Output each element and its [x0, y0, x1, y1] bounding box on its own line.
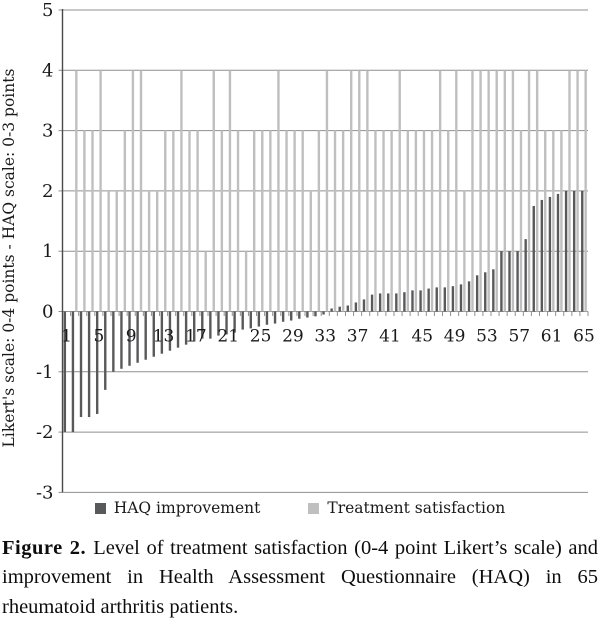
legend-label-haq: HAQ improvement: [113, 499, 261, 517]
svg-text:29: 29: [282, 326, 304, 347]
svg-text:41: 41: [379, 326, 401, 347]
svg-text:65: 65: [573, 326, 595, 347]
svg-text:3: 3: [42, 120, 54, 142]
svg-text:2: 2: [42, 180, 54, 202]
y-axis-title: Likert's scale: 0-4 points - HAQ scale: 0-3 points: [0, 68, 18, 448]
legend-item-haq-improvement: [95, 499, 261, 517]
svg-text:61: 61: [540, 326, 563, 347]
legend-label-satisfaction: Treatment satisfaction: [327, 499, 506, 517]
svg-text:1: 1: [61, 326, 72, 347]
svg-text:57: 57: [508, 326, 531, 347]
svg-text:13: 13: [152, 326, 175, 347]
svg-text:0: 0: [42, 301, 54, 323]
svg-text:-2: -2: [35, 422, 54, 444]
svg-text:-3: -3: [35, 482, 54, 500]
haq-series-swatch: [95, 503, 106, 514]
satisfaction-series-swatch: [308, 503, 319, 514]
svg-text:17: 17: [185, 326, 207, 347]
svg-text:5: 5: [42, 0, 54, 21]
svg-text:33: 33: [314, 326, 337, 347]
figure-caption: [0, 534, 600, 622]
svg-text:-1: -1: [35, 361, 54, 383]
svg-text:37: 37: [346, 326, 369, 347]
caption-text: Level of treatment satisfaction (0-4 point Likert’s scale) and improvement in Health Assessment Questionnaire (HAQ) in 65 rheumatoid arthritis patients.: [2, 537, 598, 618]
legend: [0, 499, 600, 517]
legend-item-treatment-satisfaction: [308, 499, 505, 517]
svg-text:9: 9: [125, 326, 137, 347]
svg-text:45: 45: [411, 326, 434, 347]
svg-text:4: 4: [42, 60, 54, 82]
caption-label: Figure 2.: [2, 537, 87, 559]
svg-text:49: 49: [443, 326, 466, 347]
svg-text:25: 25: [249, 326, 272, 347]
svg-text:5: 5: [93, 326, 105, 347]
svg-text:1: 1: [42, 241, 54, 263]
svg-text:21: 21: [217, 326, 240, 347]
svg-text:53: 53: [476, 326, 498, 347]
